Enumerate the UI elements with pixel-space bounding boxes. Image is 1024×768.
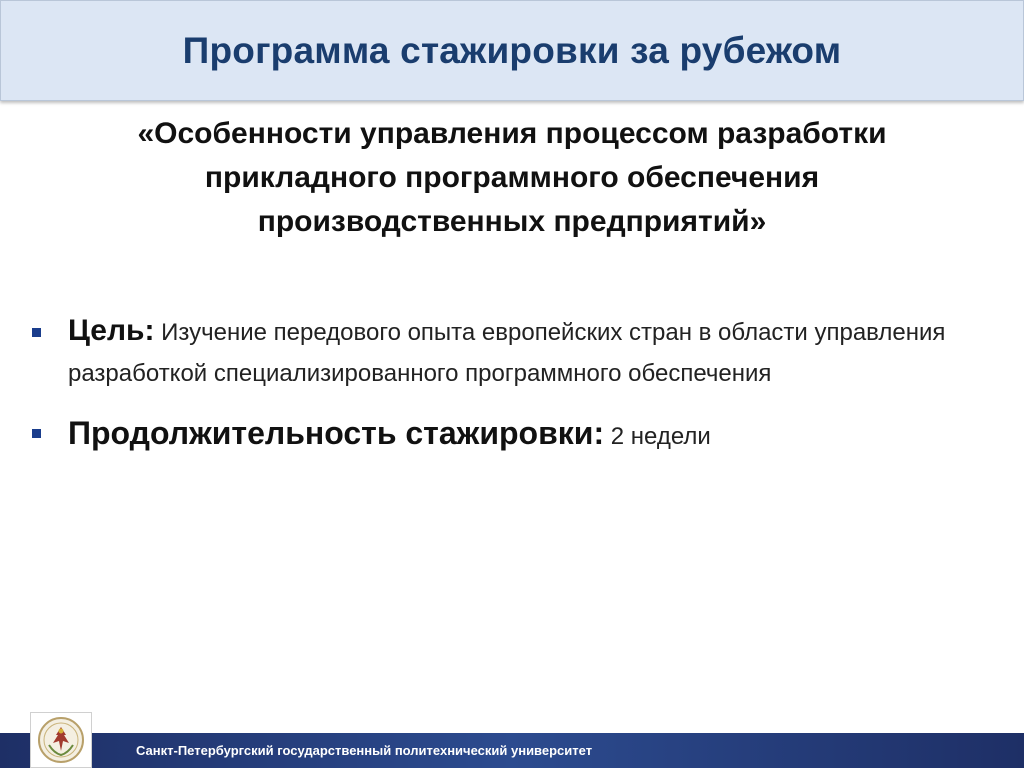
university-emblem-icon <box>30 712 92 768</box>
bullet-duration <box>28 412 958 461</box>
bullet-list <box>28 312 958 461</box>
bullet-goal <box>28 312 958 396</box>
university-name: Санкт-Петербургский государственный политехнический университет <box>136 743 593 758</box>
title-bar <box>0 0 1024 101</box>
duration-text: 2 недели <box>604 423 711 450</box>
square-bullet-icon <box>32 328 41 337</box>
goal-label: Цель: <box>68 314 155 347</box>
square-bullet-icon <box>32 429 41 438</box>
footer-bar <box>0 733 1024 768</box>
goal-text: Изучение передового опыта европейских стран в области управления разработкой специализированного программного обеспечения <box>68 319 946 387</box>
slide-subtitle: «Особенности управления процессом разработки прикладного программного обеспечения производственных предприятий» <box>137 117 887 238</box>
duration-label: Продолжительность стажировки: <box>68 415 605 451</box>
slide-title: Программа стажировки за рубежом <box>182 29 842 71</box>
